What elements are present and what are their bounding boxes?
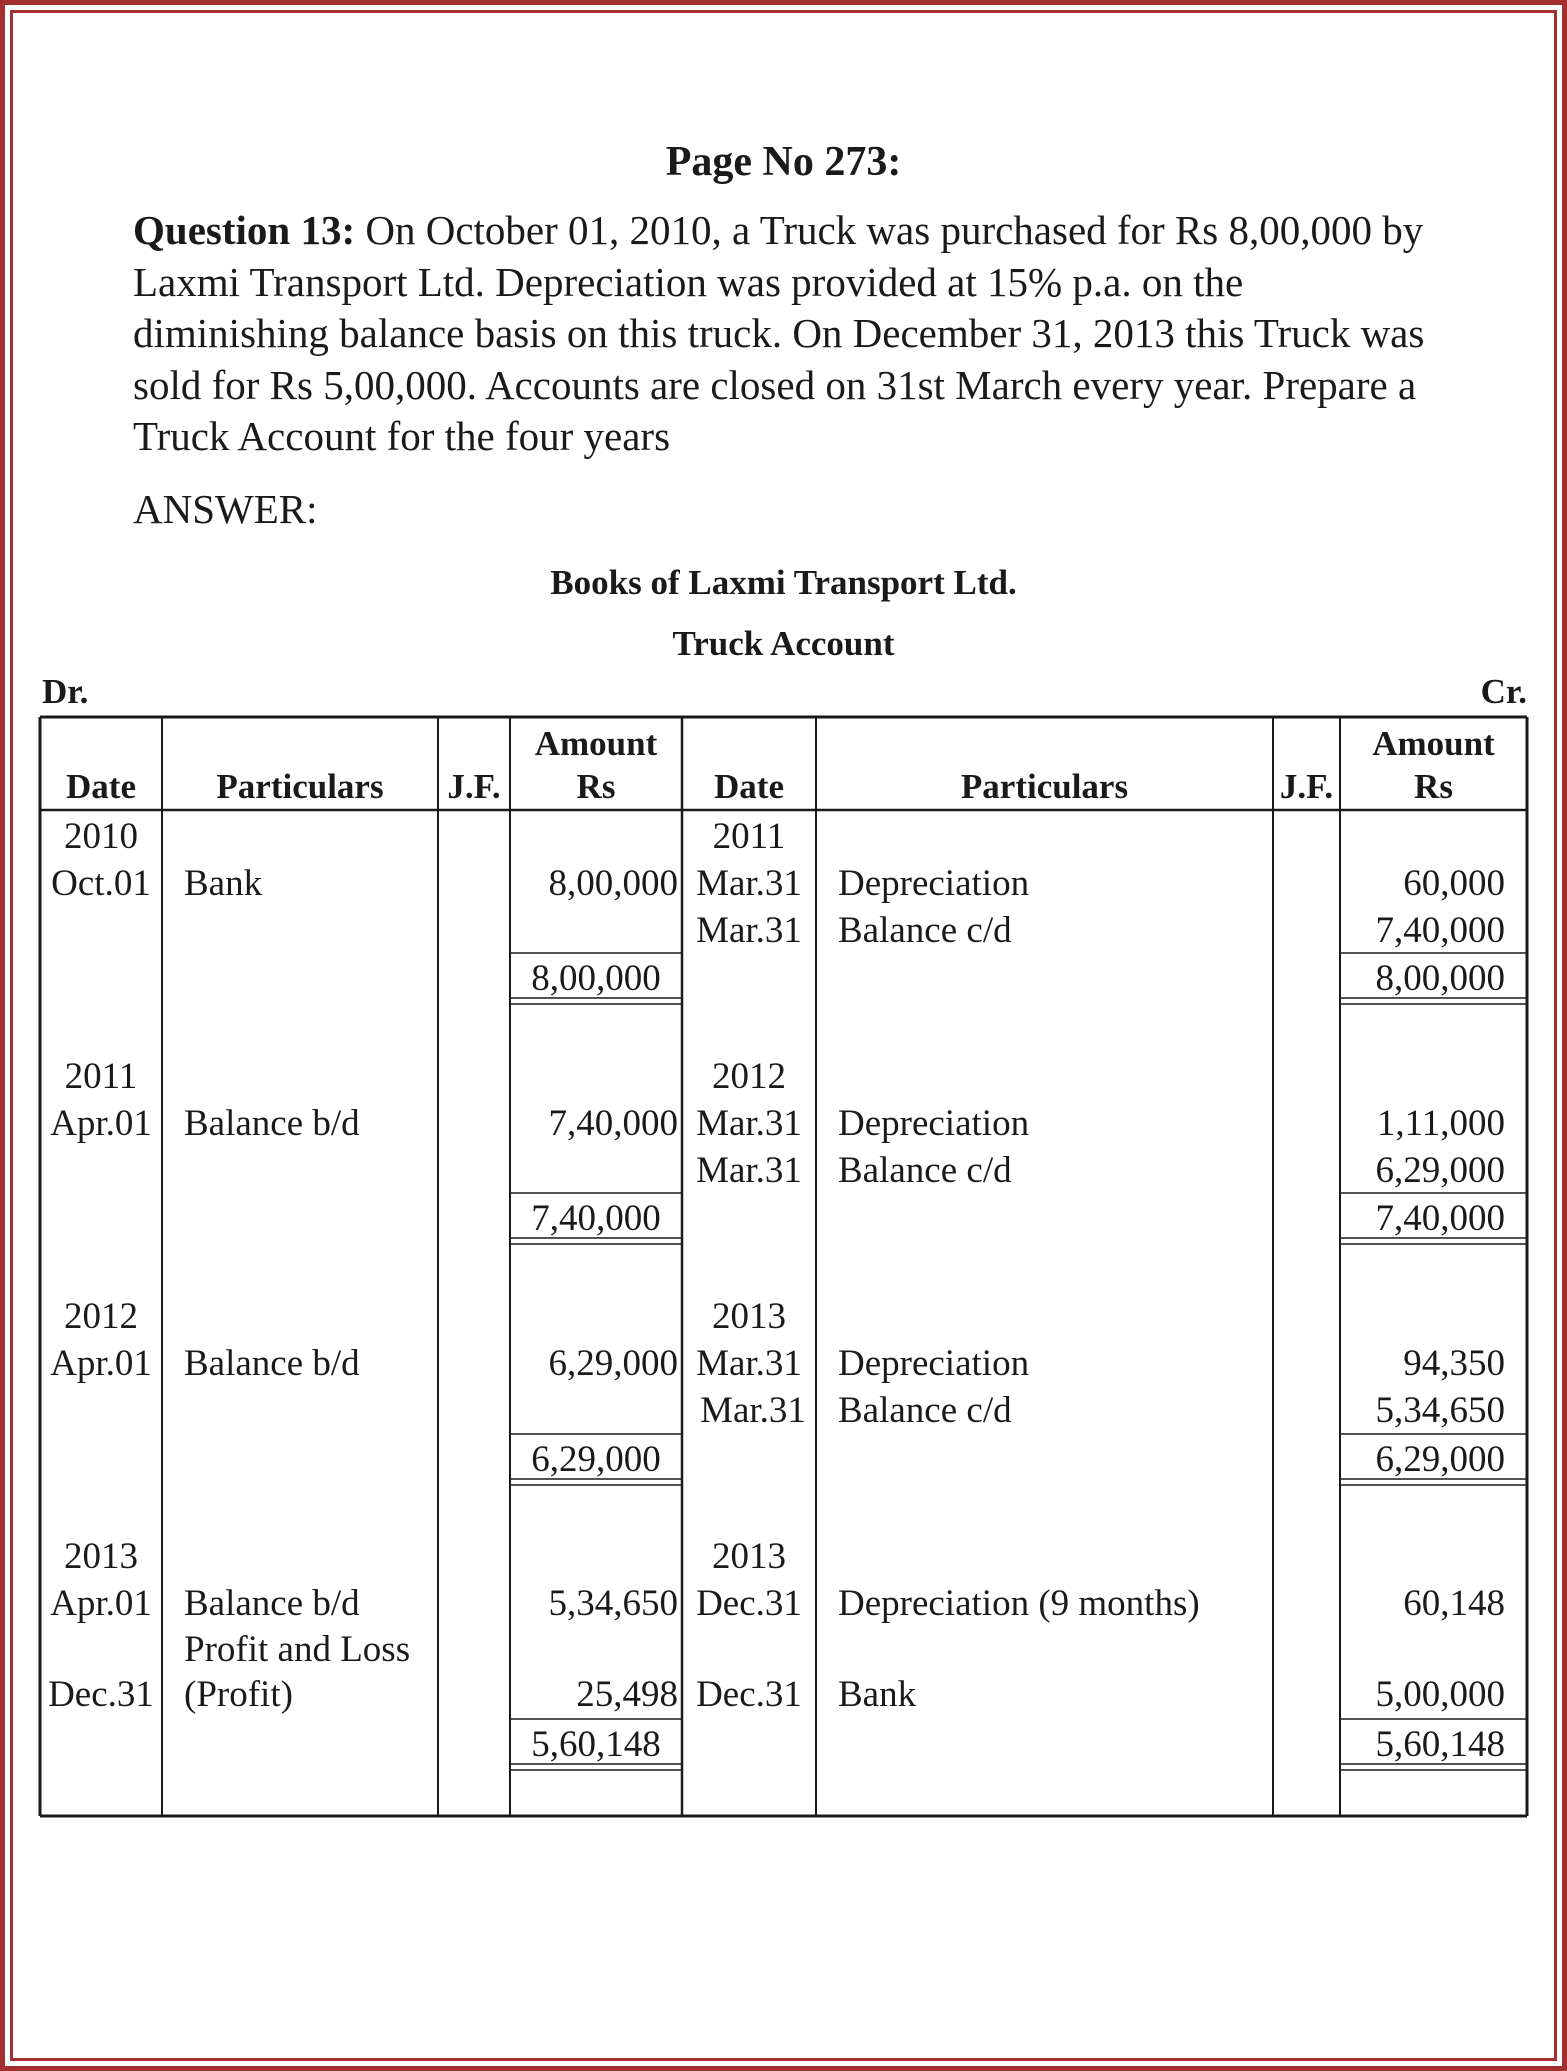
dr-particulars: Profit and Loss (184, 1629, 411, 1670)
cr-date: Mar.31 (696, 863, 802, 904)
cr-amount: 94,350 (1403, 1343, 1505, 1384)
cr-date: Mar.31 (696, 910, 802, 951)
dr-particulars: Balance b/d (184, 1343, 360, 1384)
dr-amount: 6,29,000 (548, 1343, 678, 1384)
cr-particulars: Balance c/d (838, 910, 1012, 951)
dr-date: Dec.31 (48, 1674, 154, 1715)
cr-particulars: Depreciation (838, 1343, 1030, 1384)
header-particulars-cr: Particulars (960, 767, 1129, 806)
header-date-dr: Date (66, 767, 136, 806)
dr-date: Apr.01 (50, 1583, 152, 1624)
cr-amount: 5,34,650 (1375, 1390, 1505, 1431)
cr-year: 2012 (712, 1056, 786, 1097)
account-title: Truck Account (672, 624, 895, 663)
dr-date: Apr.01 (50, 1103, 152, 1144)
header-rs-cr: Rs (1414, 767, 1453, 806)
debit-side-label: Dr. (42, 672, 89, 711)
header-amount-dr: Amount (534, 724, 658, 763)
cr-amount: 5,00,000 (1375, 1674, 1505, 1715)
cr-particulars: Balance c/d (838, 1150, 1012, 1191)
cr-particulars: Depreciation (838, 1103, 1030, 1144)
cr-year: 2011 (712, 816, 786, 857)
cr-total: 7,40,000 (1375, 1198, 1505, 1239)
answer-label: ANSWER: (133, 486, 318, 532)
question-label: Question 13: (133, 207, 356, 253)
credit-side-label: Cr. (1480, 672, 1527, 711)
books-title: Books of Laxmi Transport Ltd. (550, 563, 1017, 602)
dr-amount: 5,34,650 (548, 1583, 678, 1624)
dr-year: 2013 (64, 1536, 138, 1577)
dr-year: 2011 (64, 1056, 138, 1097)
header-jf-dr: J.F. (447, 767, 501, 806)
cr-date: Dec.31 (696, 1583, 802, 1624)
question-body: On October 01, 2010, a Truck was purchased for Rs 8,00,000 by Laxmi Transport Ltd. Depreciation was provided at 15% p.a. on the diminishing balance basis on this truck. On December 31, 2013 this Truck was sold for Rs 5,00,000. Accounts are closed on 31st March every year. Prepare a Truck Account for the four years (133, 207, 1425, 459)
dr-amount: 25,498 (576, 1674, 678, 1715)
header-date-cr: Date (714, 767, 784, 806)
cr-particulars: Bank (838, 1674, 917, 1715)
cr-amount: 1,11,000 (1376, 1103, 1505, 1144)
dr-date: Oct.01 (51, 863, 151, 904)
header-amount-cr: Amount (1372, 724, 1495, 763)
cr-total: 8,00,000 (1375, 958, 1505, 999)
cr-date: Mar.31 (696, 1343, 802, 1384)
cr-amount: 60,000 (1403, 863, 1505, 904)
dr-total: 7,40,000 (531, 1198, 661, 1239)
cr-particulars: Depreciation (9 months) (838, 1583, 1200, 1624)
cr-date: Mar.31 (696, 1150, 802, 1191)
dr-particulars: Bank (184, 863, 263, 904)
header-jf-cr: J.F. (1279, 767, 1334, 806)
cr-amount: 6,29,000 (1375, 1150, 1505, 1191)
dr-date: Apr.01 (50, 1343, 152, 1384)
dr-total: 6,29,000 (531, 1439, 661, 1480)
dr-amount: 8,00,000 (548, 863, 678, 904)
page-title: Page No 273: (665, 139, 902, 185)
cr-year: 2013 (712, 1536, 786, 1577)
header-rs-dr: Rs (576, 767, 616, 806)
dr-total: 5,60,148 (531, 1724, 661, 1765)
cr-date: Dec.31 (696, 1674, 802, 1715)
cr-date: Mar.31 (700, 1390, 806, 1431)
cr-total: 5,60,148 (1375, 1724, 1505, 1765)
cr-particulars: Balance c/d (838, 1390, 1012, 1431)
dr-amount: 7,40,000 (548, 1103, 678, 1144)
dr-total: 8,00,000 (531, 958, 661, 999)
dr-year: 2010 (64, 816, 138, 857)
cr-date: Mar.31 (696, 1103, 802, 1144)
cr-particulars: Depreciation (838, 863, 1030, 904)
header-particulars-dr: Particulars (216, 767, 384, 806)
cr-year: 2013 (712, 1296, 786, 1337)
cr-amount: 60,148 (1403, 1583, 1505, 1624)
dr-particulars: (Profit) (184, 1674, 293, 1715)
cr-total: 6,29,000 (1375, 1439, 1505, 1480)
dr-particulars: Balance b/d (184, 1103, 360, 1144)
dr-particulars: Balance b/d (184, 1583, 360, 1624)
cr-amount: 7,40,000 (1375, 910, 1505, 951)
dr-year: 2012 (64, 1296, 138, 1337)
